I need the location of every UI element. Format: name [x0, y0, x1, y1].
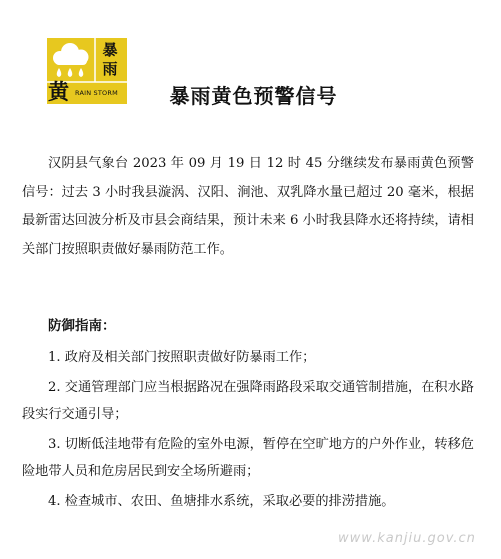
page-title — [0, 80, 501, 109]
badge-char-1: 暴 — [102, 41, 118, 59]
page-title-text: 暴雨黄色预警信号 — [169, 84, 338, 108]
guide-item: 4. 检查城市、农田、鱼塘排水系统，采取必要的排涝措施。 — [48, 494, 395, 509]
badge-char-2: 雨 — [102, 60, 118, 78]
guide-item: 2. 交通管理部门应当根据路况在强降雨路段采取交通管制措施，在积水路段实行交通引导； — [22, 380, 474, 422]
badge-level-char: 黄 — [48, 80, 69, 104]
guide-item: 1. 政府及相关部门按照职责做好防暴雨工作； — [48, 350, 316, 365]
guide-heading: 防御指南： — [48, 318, 116, 334]
guide-list — [22, 344, 474, 515]
warning-paragraph: 汉阴县气象台 2023 年 09 月 19 日 12 时 45 分继续发布暴雨黄色预警信号：过去 3 小时我县漩涡、汉阳、涧池、双乳降水量已超过 20 毫米，根据最新雷达回波分析及市县会商结果，预计未来 6 小时我县降水还将持续，请相关部门按照职责做好暴雨防范工作。 — [22, 156, 474, 257]
watermark: www.kanjiu.gov.cn — [338, 531, 476, 546]
badge-english-label: RAIN STORM — [75, 89, 118, 97]
guide-item: 3. 切断低洼地带有危险的室外电源，暂停在空旷地方的户外作业，转移危险地带人员和危房居民到安全场所避雨； — [22, 437, 474, 479]
